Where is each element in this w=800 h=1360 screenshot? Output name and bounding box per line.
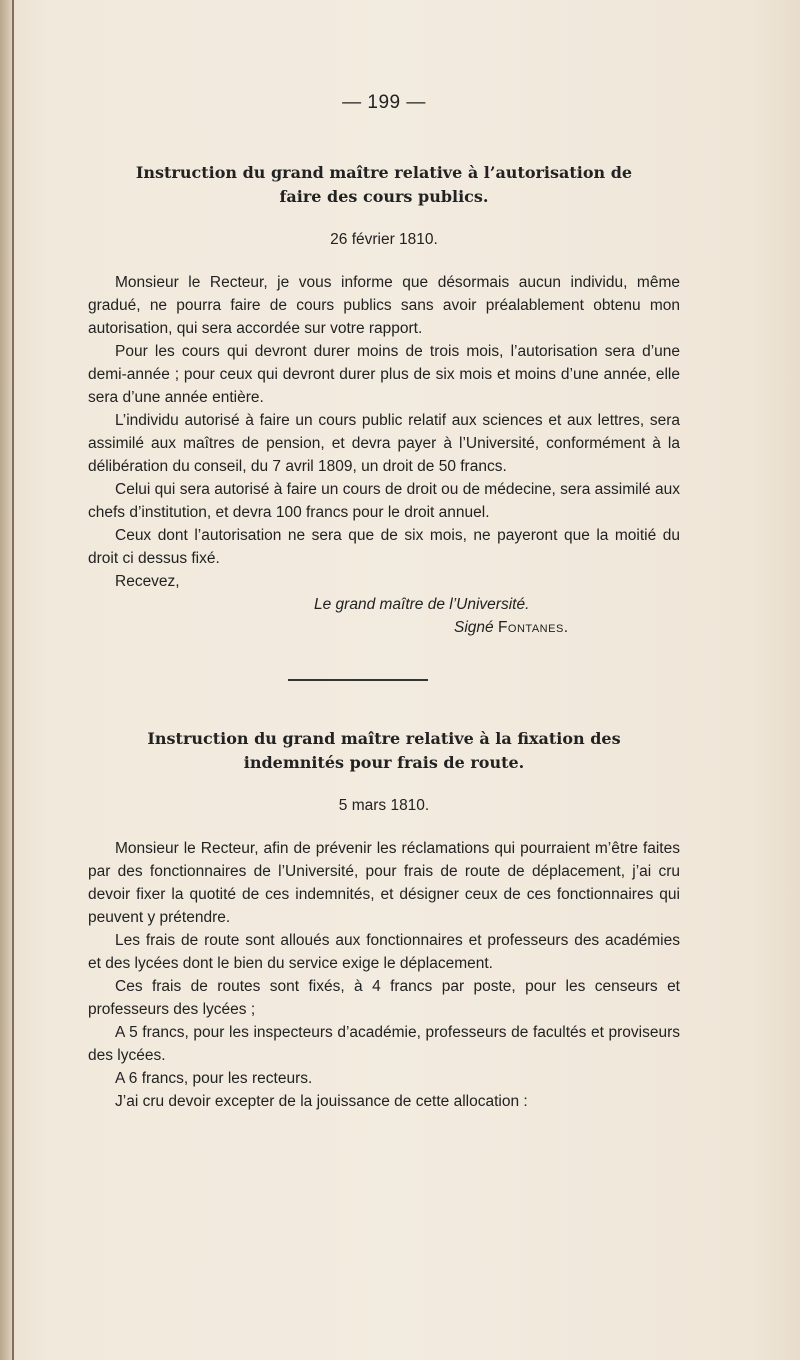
paragraph: Monsieur le Recteur, afin de prévenir les réclamations qui pourraient m’être faites par des fonctionnaires de l’Université, pour frais de route de déplacement, j’ai cru devoir fixer la quotité de ces indemnités, et désigner ceux de ces fonctionnaires qui peuvent y prétendre. (88, 840, 680, 926)
signature-name: Fontanes. (497, 619, 569, 636)
section-title (88, 161, 680, 209)
section-title (88, 727, 680, 775)
section-title-line: faire des cours publics. (279, 187, 489, 206)
section-date: 5 mars 1810. (338, 797, 430, 814)
paragraph: Monsieur le Recteur, je vous informe que désormais aucun individu, même gradué, ne pourra faire de cours publics sans avoir préalablement obtenu mon autorisation, qui sera accordée sur votre rapport. (88, 274, 680, 337)
book-spine-edge (12, 0, 14, 1360)
section-date: 26 février 1810. (330, 231, 438, 248)
paragraph: A 6 francs, pour les recteurs. (115, 1070, 313, 1087)
paragraph: J’ai cru devoir excepter de la jouissance de cette allocation : (115, 1093, 528, 1110)
page-content (88, 92, 680, 1113)
paragraph: L’individu autorisé à faire un cours public relatif aux sciences et aux lettres, sera assimilé aux maîtres de pension, et devra payer à l’Université, conformément à la délibération du conseil, du 7 avril 1809, un droit de 50 francs. (88, 412, 680, 475)
page-number: — 199 — (342, 92, 426, 113)
section-title-line: Instruction du grand maître relative à la fixation des (147, 729, 621, 748)
signature-prefix: Signé (454, 619, 494, 636)
paragraph: Ceux dont l’autorisation ne sera que de six mois, ne payeront que la moitié du droit ci dessus fixé. (88, 527, 680, 567)
section-frais-de-route (88, 727, 680, 1113)
section-title-line: Instruction du grand maître relative à l’autorisation de (135, 163, 633, 182)
paragraph: A 5 francs, pour les inspecteurs d’académie, professeurs de facultés et proviseurs des lycées. (88, 1024, 680, 1064)
paragraph: Pour les cours qui devront durer moins de trois mois, l’autorisation sera d’une demi-année ; pour ceux qui devront durer plus de six mois et moins d’une année, elle sera d’une année entière. (88, 343, 680, 406)
signature (88, 616, 680, 639)
paragraph: Ces frais de routes sont fixés, à 4 francs par poste, pour les censeurs et professeurs des lycées ; (88, 978, 680, 1018)
paragraph: Recevez, (115, 573, 180, 590)
paragraph: Celui qui sera autorisé à faire un cours de droit ou de médecine, sera assimilé aux chefs d’institution, et devra 100 francs pour le droit annuel. (88, 481, 680, 521)
section-divider (288, 679, 428, 681)
section-cours-publics (88, 161, 680, 639)
paragraph: Les frais de route sont alloués aux fonctionnaires et professeurs des académies et des lycées dont le bien du service exige le déplacement. (88, 932, 680, 972)
book-spine-shadow (0, 0, 12, 1360)
signature-title: Le grand maître de l’Université. (314, 596, 530, 613)
section-title-line: indemnités pour frais de route. (243, 753, 525, 772)
